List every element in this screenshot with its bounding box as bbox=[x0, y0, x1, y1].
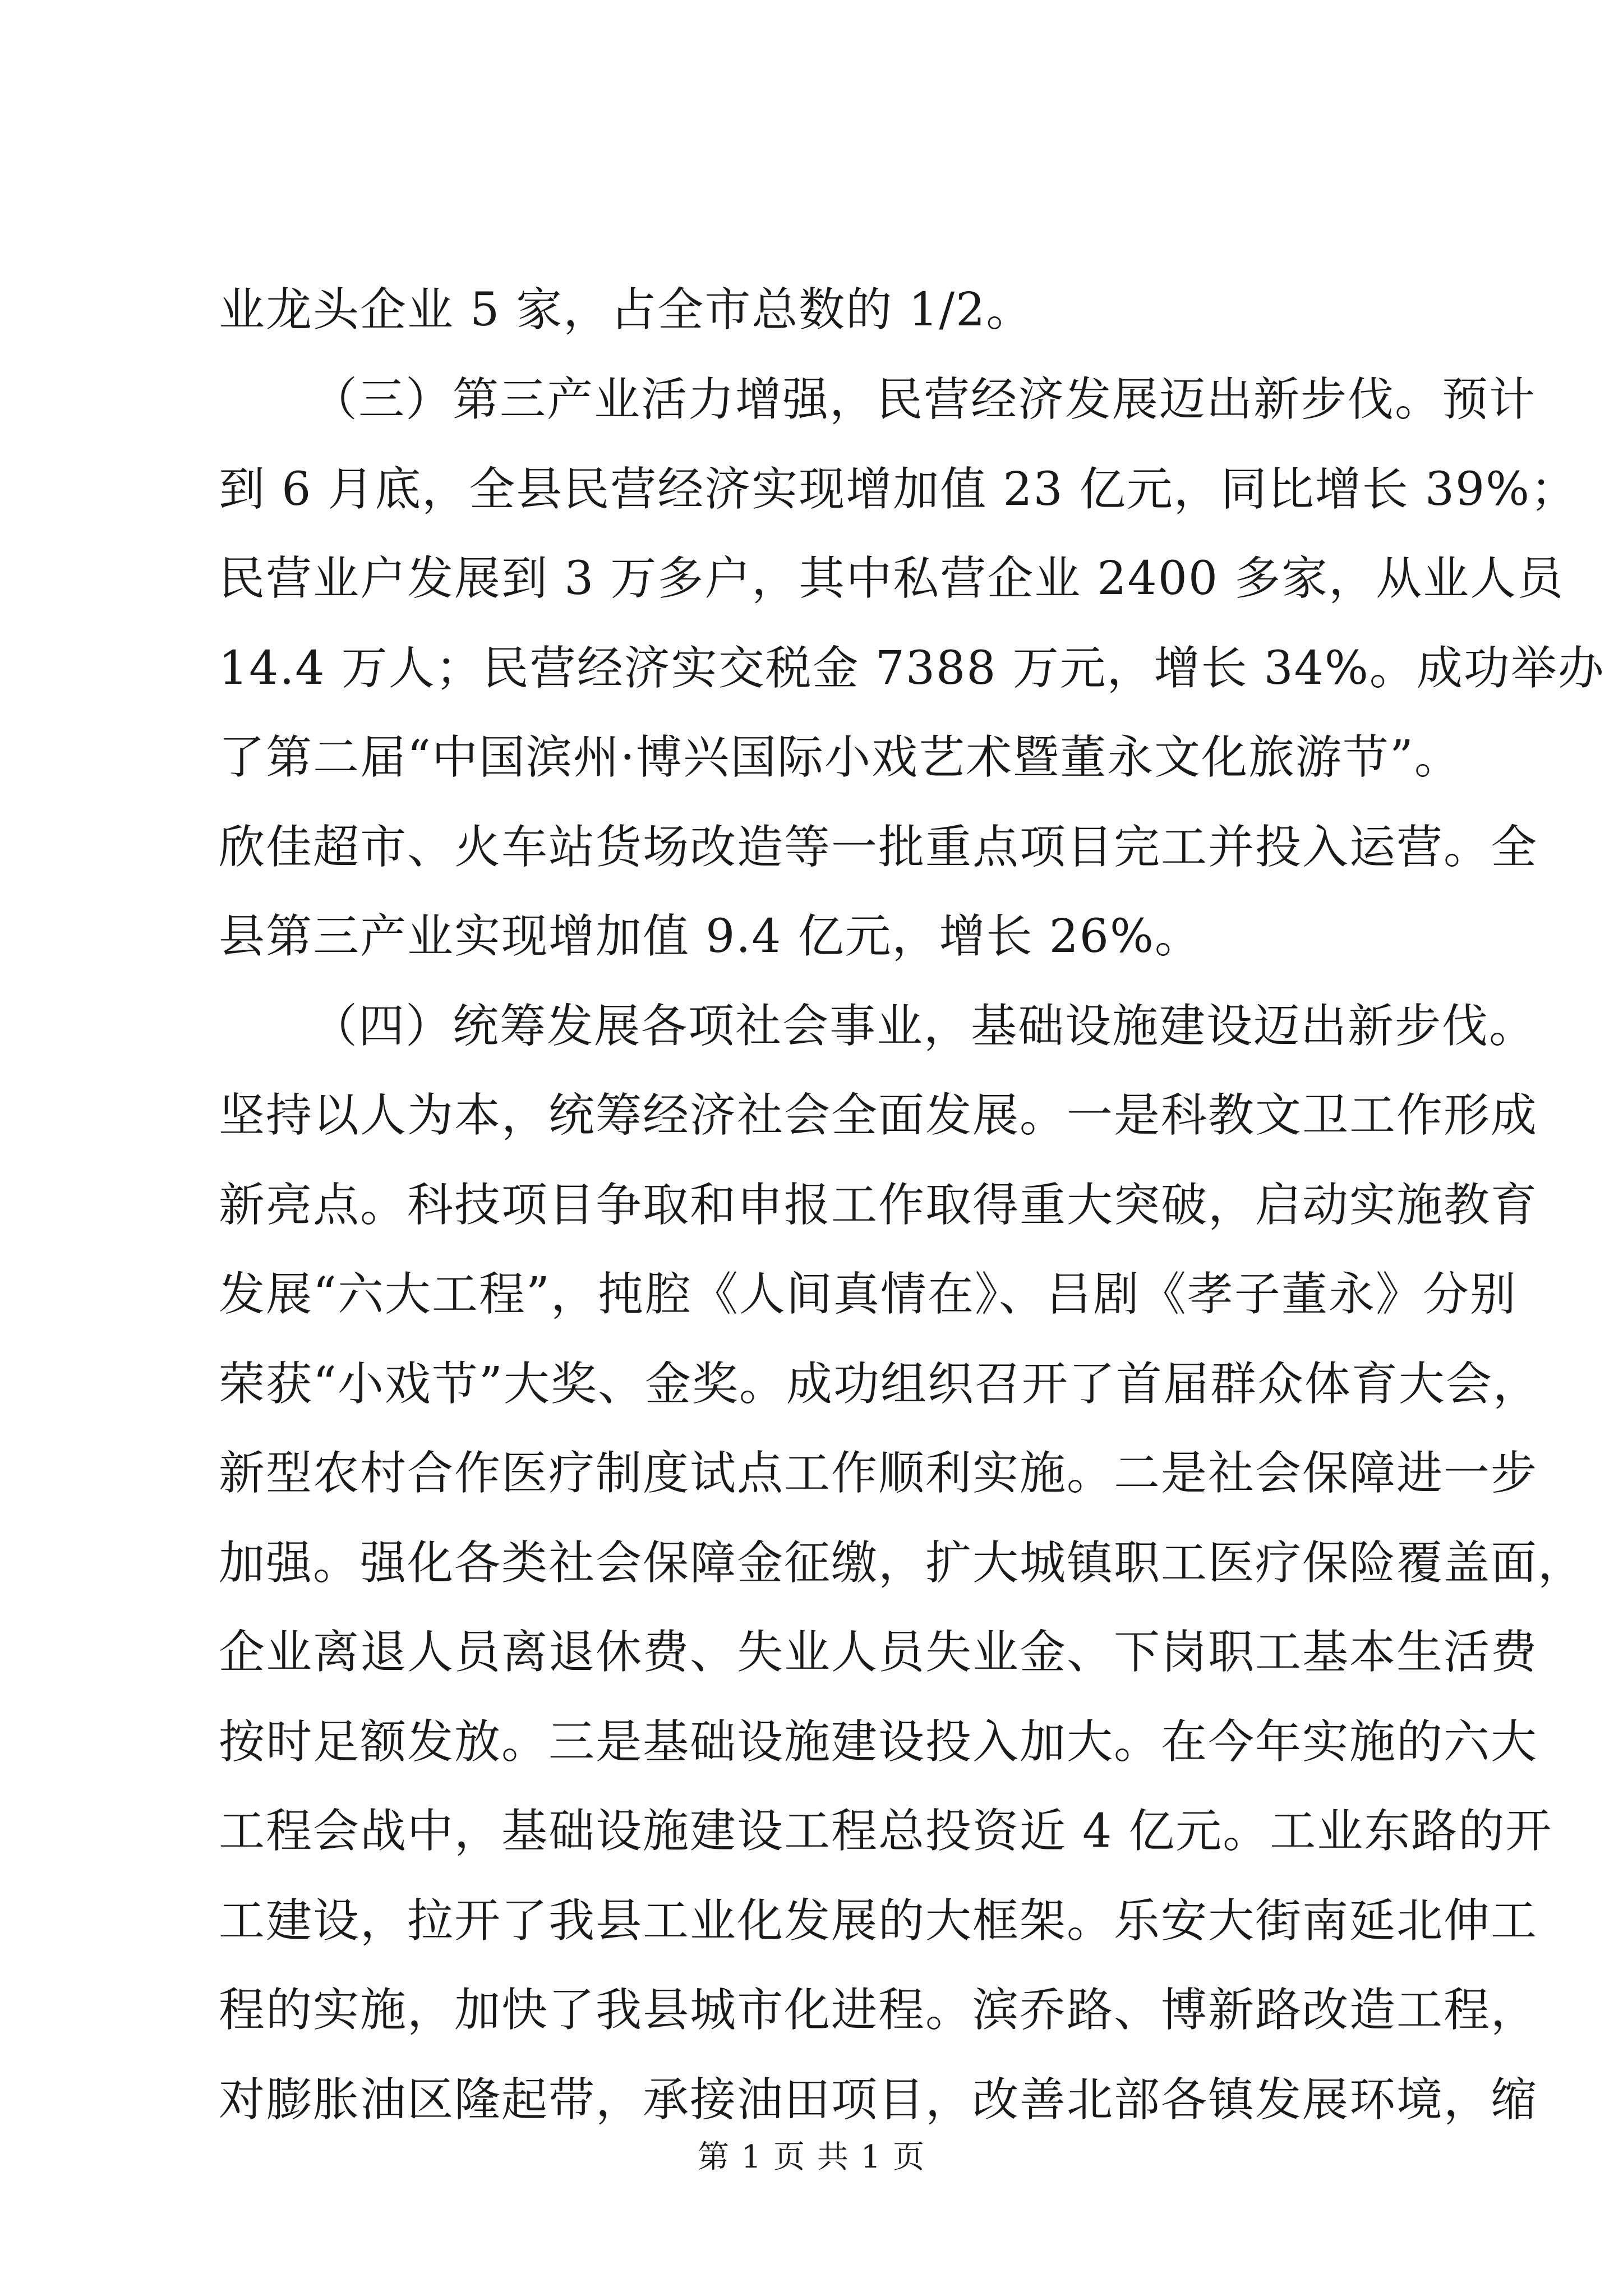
text-line: 新亮点。科技项目争取和申报工作取得重大突破，启动实施教育 bbox=[219, 1179, 1538, 1232]
text-line: 坚持以人为本，统筹经济社会全面发展。一是科教文卫工作形成 bbox=[219, 1089, 1538, 1142]
paragraph-four-start: （四）统筹发展各项社会事业，基础设施建设迈出新步伐。 bbox=[311, 1000, 1537, 1053]
text-line: 欣佳超市、火车站货场改造等一批重点项目完工并投入运营。全 bbox=[219, 821, 1538, 874]
text-line: 企业离退人员离退休费、失业人员失业金、下岗职工基本生活费 bbox=[219, 1626, 1538, 1679]
text-line: 程的实施，加快了我县城市化进程。滨乔路、博新路改造工程， bbox=[219, 1984, 1538, 2037]
text-line: 加强。强化各类社会保障金征缴，扩大城镇职工医疗保险覆盖面， bbox=[219, 1536, 1585, 1590]
text-line: 业龙头企业 5 家，占全市总数的 1/2。 bbox=[219, 283, 1034, 337]
text-line: 荣获“小戏节”大奖、金奖。成功组织召开了首届群众体育大会， bbox=[219, 1358, 1540, 1411]
text-line: 对膨胀油区隆起带，承接油田项目，改善北部各镇发展环境，缩 bbox=[219, 2073, 1538, 2127]
text-line: 按时足额发放。三是基础设施建设投入加大。在今年实施的六大 bbox=[219, 1715, 1538, 1769]
text-line: 到 6 月底，全县民营经济实现增加值 23 亿元，同比增长 39%； bbox=[219, 463, 1578, 516]
text-line: 工程会战中，基础设施建设工程总投资近 4 亿元。工业东路的开 bbox=[219, 1805, 1553, 1858]
text-line: 县第三产业实现增加值 9.4 亿元，增长 26%。 bbox=[219, 910, 1202, 963]
paragraph-three-start: （三）第三产业活力增强，民营经济发展迈出新步伐。预计 bbox=[311, 373, 1537, 426]
text-line: 了第二届“中国滨州·博兴国际小戏艺术暨董永文化旅游节”。 bbox=[219, 731, 1461, 784]
text-line: 新型农村合作医疗制度试点工作顺利实施。二是社会保障进一步 bbox=[219, 1447, 1538, 1500]
text-line: 14.4 万人；民营经济实交税金 7388 万元，增长 34%。成功举办 bbox=[219, 642, 1605, 695]
page-number-footer: 第 1 页 共 1 页 bbox=[697, 2139, 926, 2175]
text-line: 工建设，拉开了我县工业化发展的大框架。乐安大街南延北伸工 bbox=[219, 1894, 1538, 1948]
text-line: 民营业户发展到 3 万多户，其中私营企业 2400 多家，从业人员 bbox=[219, 552, 1565, 605]
text-line: 发展“六大工程”，扽腔《人间真情在》、吕剧《孝子董永》分别 bbox=[219, 1268, 1517, 1321]
